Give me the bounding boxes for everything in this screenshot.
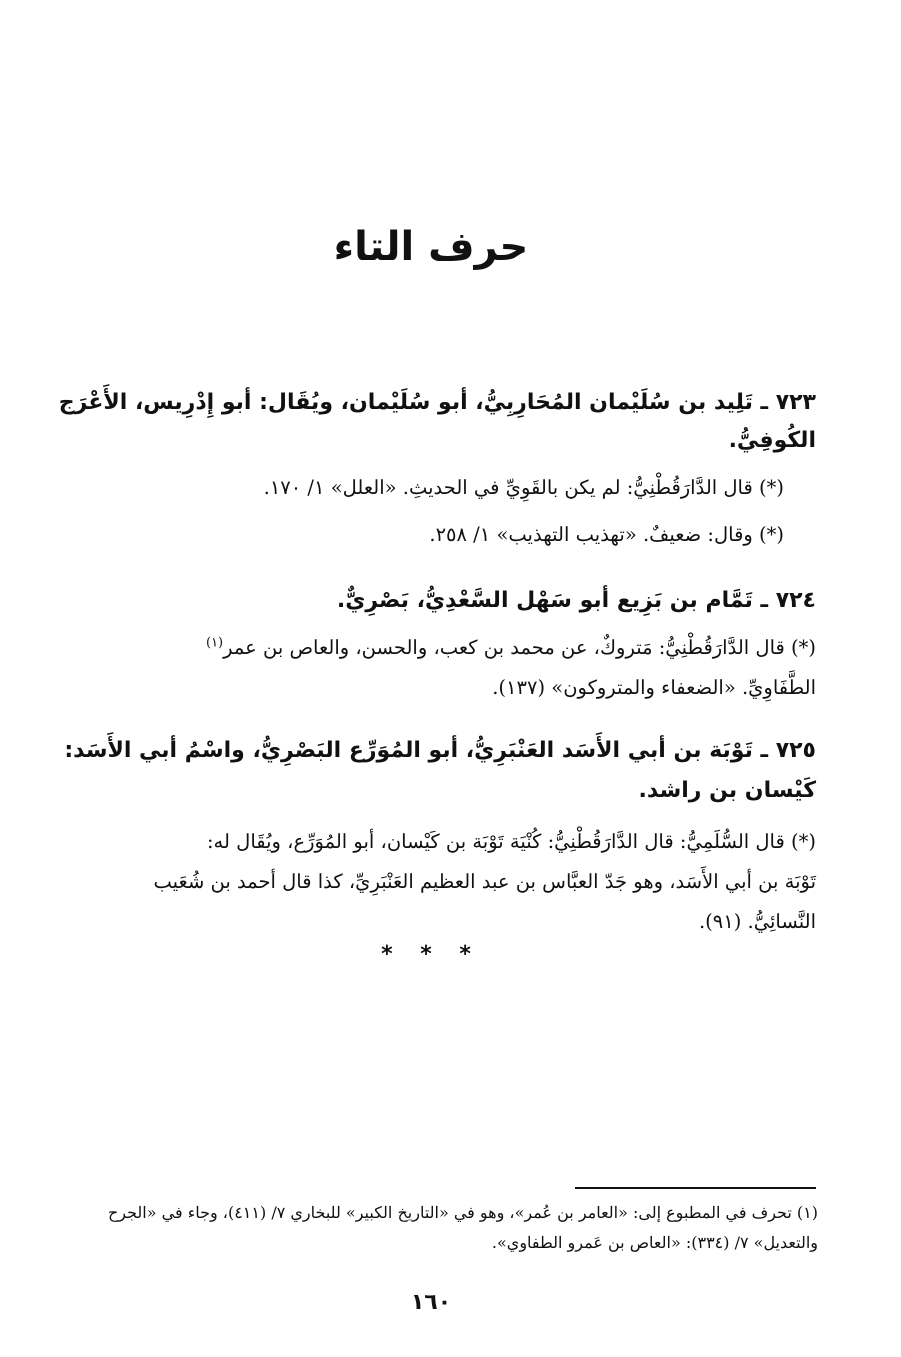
footnote-ref-1: (١) bbox=[205, 635, 224, 651]
entry-725-heading-line-2: كَيْسان بن راشد. bbox=[638, 778, 816, 803]
section-separator: * * * bbox=[381, 942, 481, 967]
entry-724-quote-line-2: الطَّفَاوِيِّ. «الضعفاء والمتروكون» (١٣٧). bbox=[492, 676, 816, 699]
entry-724-quote-text: (*) قال الدَّارَقُطْنِيُّ: مَتروكٌ، عن محمد بن كعب، والحسن، والعاص بن عمر bbox=[223, 636, 816, 659]
entry-725-quote-line-1: (*) قال السُّلَمِيُّ: قال الدَّارَقُطْنِيُّ: كُنْيَة تَوْبَة بن كَيْسان، أبو المُوَرِّع، ويُقَال له: bbox=[206, 830, 816, 853]
entry-724-quote-line-1 bbox=[48, 628, 816, 668]
entry-723-heading-line-1: ٧٢٣ ـ تَلِيد بن سُلَيْمان المُحَارِبِيُّ، أبو سُلَيْمان، ويُقَال: أبو إِدْرِيس، الأَعْرَج bbox=[58, 390, 816, 415]
entry-725-quote-line-3: النَّسائِيُّ. (٩١). bbox=[698, 910, 816, 933]
chapter-title: حرف التاء bbox=[333, 224, 529, 270]
page-number: ١٦٠ bbox=[410, 1290, 452, 1315]
entry-723-quote-1: (*) قال الدَّارَقُطْنِيُّ: لم يكن بالقَوِيِّ في الحديثِ. «العلل» ١/ ١٧٠. bbox=[263, 476, 784, 499]
footnote-divider bbox=[575, 1187, 816, 1189]
entry-723-heading-line-2: الكُوفِيُّ. bbox=[728, 428, 816, 453]
entry-723-quote-2: (*) وقال: ضعيفٌ. «تهذيب التهذيب» ١/ ٢٥٨. bbox=[429, 523, 784, 546]
entry-725-quote-line-2: تَوْبَة بن أبي الأَسَد، وهو جَدّ العبَّاس بن عبد العظيم العَنْبَرِيِّ، كذا قال أحمد بن شُعَيب bbox=[153, 870, 816, 893]
entry-725-heading-line-1: ٧٢٥ ـ تَوْبَة بن أبي الأَسَد العَنْبَرِيُّ، أبو المُوَرِّع البَصْرِيُّ، واسْمُ أبي الأَسَد: bbox=[64, 738, 816, 763]
footnote-1: (١) تحرف في المطبوع إلى: «العامر بن عُمر»، وهو في «التاريخ الكبير» للبخاري ٧/ (٤١١)، وجاء في «الجرح والتعديل» ٧/ (٣٣٤): «العاص بن عَمرو الطفاوي». bbox=[107, 1203, 818, 1252]
entry-724-heading: ٧٢٤ ـ تَمَّام بن بَزِيع أبو سَهْل السَّعْدِيُّ، بَصْرِيٌّ. bbox=[336, 588, 816, 613]
